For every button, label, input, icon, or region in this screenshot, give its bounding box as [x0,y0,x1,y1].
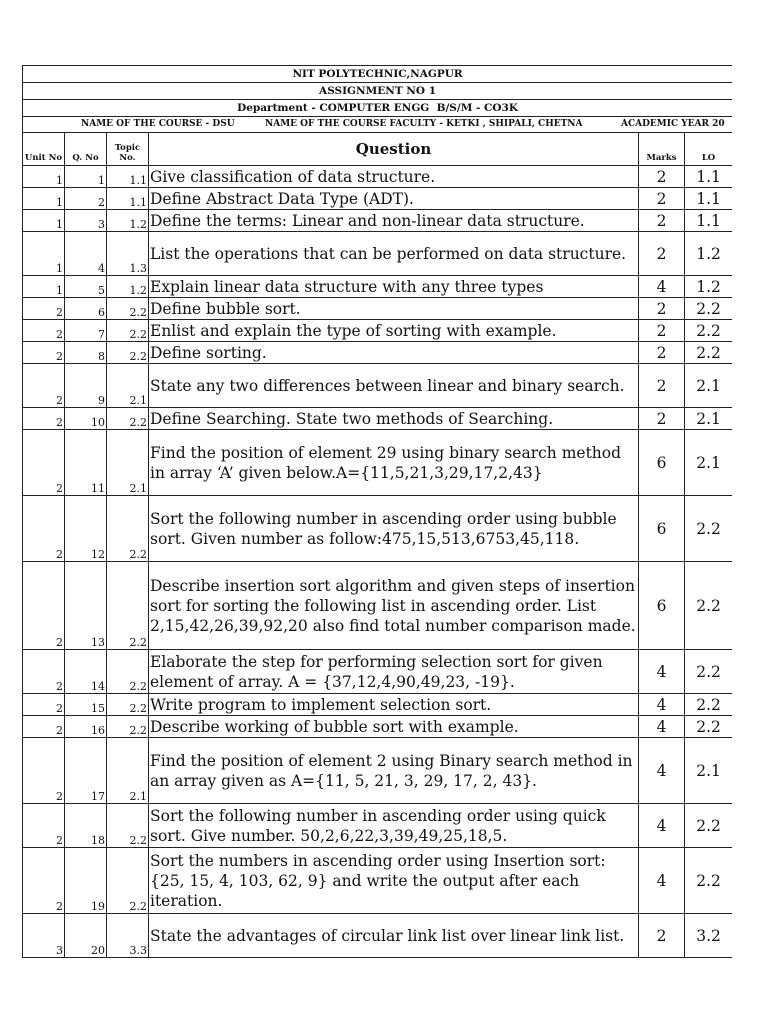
unit-number: 2 [23,716,65,738]
question-text: List the operations that can be performed on data structure. [149,232,639,276]
lo-value: 2.2 [685,562,733,650]
assignment-title: ASSIGNMENT NO 1 [23,83,733,100]
topic-number: 1.2 [107,210,149,232]
question-row [23,848,733,914]
marks-value: 4 [639,694,685,716]
question-row [23,716,733,738]
marks-value: 2 [639,342,685,364]
question-row [23,364,733,408]
marks-value: 2 [639,364,685,408]
question-number: 4 [65,232,107,276]
marks-value: 4 [639,738,685,804]
question-text: Describe working of bubble sort with example. [149,716,639,738]
lo-value: 1.1 [685,166,733,188]
question-number: 2 [65,188,107,210]
question-row [23,320,733,342]
question-number: 18 [65,804,107,848]
marks-value: 4 [639,804,685,848]
question-number: 14 [65,650,107,694]
topic-number: 2.2 [107,496,149,562]
question-number: 19 [65,848,107,914]
lo-value: 2.2 [685,298,733,320]
question-text: Describe insertion sort algorithm and given steps of insertion sort for sorting the following list in ascending order. List 2,15,42,26,39,92,20 also find total number comparison made. [149,562,639,650]
topic-number: 2.2 [107,408,149,430]
question-row [23,650,733,694]
question-row [23,562,733,650]
question-row [23,342,733,364]
question-row [23,694,733,716]
department-title: Department - COMPUTER ENGG B/S/M - CO3K [23,100,733,117]
marks-value: 2 [639,408,685,430]
question-number: 17 [65,738,107,804]
topic-number: 2.2 [107,342,149,364]
col-header-lo: LO [685,133,733,166]
question-row [23,210,733,232]
question-number: 5 [65,276,107,298]
question-number: 12 [65,496,107,562]
question-row [23,738,733,804]
question-row [23,496,733,562]
question-text: Find the position of element 29 using binary search method in array ‘A’ given below.A={11,5,21,3,29,17,2,43} [149,430,639,496]
question-number: 13 [65,562,107,650]
question-text: Find the position of element 2 using Binary search method in an array given as A={11, 5, 21, 3, 29, 17, 2, 43}. [149,738,639,804]
unit-number: 2 [23,848,65,914]
topic-number: 2.1 [107,364,149,408]
question-text: Write program to implement selection sort. [149,694,639,716]
lo-value: 2.2 [685,320,733,342]
topic-number: 2.1 [107,738,149,804]
lo-value: 2.2 [685,650,733,694]
question-number: 16 [65,716,107,738]
course-meta-row [23,117,733,133]
lo-value: 2.1 [685,364,733,408]
col-header-unit: Unit No [23,133,65,166]
question-number: 10 [65,408,107,430]
question-row [23,430,733,496]
unit-number: 2 [23,342,65,364]
marks-value: 4 [639,276,685,298]
question-row [23,276,733,298]
marks-value: 2 [639,232,685,276]
unit-number: 2 [23,320,65,342]
unit-number: 2 [23,408,65,430]
col-header-question: Question [149,133,639,166]
question-text: Give classification of data structure. [149,166,639,188]
question-row [23,188,733,210]
question-row [23,804,733,848]
unit-number: 2 [23,738,65,804]
unit-number: 2 [23,694,65,716]
institute-title: NIT POLYTECHNIC,NAGPUR [23,66,733,83]
lo-value: 2.2 [685,694,733,716]
topic-number: 2.1 [107,430,149,496]
marks-value: 6 [639,496,685,562]
unit-number: 3 [23,914,65,958]
topic-number: 2.2 [107,650,149,694]
unit-number: 2 [23,496,65,562]
question-text: Explain linear data structure with any three types [149,276,639,298]
lo-value: 2.2 [685,496,733,562]
marks-value: 2 [639,320,685,342]
question-number: 3 [65,210,107,232]
question-row [23,166,733,188]
unit-number: 1 [23,188,65,210]
topic-number: 1.1 [107,166,149,188]
lo-value: 1.1 [685,210,733,232]
lo-value: 2.2 [685,848,733,914]
topic-number: 2.2 [107,716,149,738]
question-number: 8 [65,342,107,364]
lo-value: 2.1 [685,738,733,804]
marks-value: 2 [639,166,685,188]
topic-number: 2.2 [107,298,149,320]
lo-value: 1.2 [685,276,733,298]
question-text: State the advantages of circular link list over linear link list. [149,914,639,958]
marks-value: 2 [639,210,685,232]
marks-value: 2 [639,914,685,958]
question-number: 9 [65,364,107,408]
assignment-table [22,65,732,958]
question-text: Define Searching. State two methods of Searching. [149,408,639,430]
assignment-sheet [22,65,732,958]
academic-year: ACADEMIC YEAR 20 [621,118,725,129]
marks-value: 2 [639,188,685,210]
unit-number: 1 [23,210,65,232]
question-row [23,232,733,276]
question-number: 20 [65,914,107,958]
topic-number: 2.2 [107,320,149,342]
topic-number: 2.2 [107,804,149,848]
marks-value: 6 [639,562,685,650]
col-header-marks: Marks [639,133,685,166]
topic-number: 1.3 [107,232,149,276]
lo-value: 1.1 [685,188,733,210]
marks-value: 2 [639,298,685,320]
lo-value: 2.2 [685,716,733,738]
unit-number: 1 [23,276,65,298]
col-header-topic: Topic No. [107,133,149,166]
question-number: 15 [65,694,107,716]
unit-number: 2 [23,804,65,848]
unit-number: 1 [23,232,65,276]
question-row [23,298,733,320]
lo-value: 2.1 [685,430,733,496]
marks-value: 6 [639,430,685,496]
unit-number: 2 [23,430,65,496]
question-text: Define bubble sort. [149,298,639,320]
unit-number: 2 [23,364,65,408]
topic-number: 2.2 [107,848,149,914]
lo-value: 2.2 [685,342,733,364]
question-text: Elaborate the step for performing selection sort for given element of array. A = {37,12,4,90,49,23, -19}. [149,650,639,694]
course-name: NAME OF THE COURSE - DSU [81,118,235,129]
marks-value: 4 [639,650,685,694]
lo-value: 2.1 [685,408,733,430]
question-row [23,408,733,430]
question-text: Define the terms: Linear and non-linear data structure. [149,210,639,232]
question-number: 6 [65,298,107,320]
question-text: State any two differences between linear and binary search. [149,364,639,408]
question-number: 7 [65,320,107,342]
question-text: Define Abstract Data Type (ADT). [149,188,639,210]
lo-value: 1.2 [685,232,733,276]
question-text: Sort the following number in ascending order using quick sort. Give number. 50,2,6,22,3,39,49,25,18,5. [149,804,639,848]
marks-value: 4 [639,716,685,738]
topic-number: 2.2 [107,694,149,716]
question-text: Sort the numbers in ascending order using Insertion sort: {25, 15, 4, 103, 62, 9} and write the output after each iteration. [149,848,639,914]
question-text: Define sorting. [149,342,639,364]
topic-number: 1.1 [107,188,149,210]
question-text: Enlist and explain the type of sorting with example. [149,320,639,342]
topic-number: 3.3 [107,914,149,958]
course-faculty: NAME OF THE COURSE FACULTY - KETKI , SHIPALI, CHETNA [265,118,583,129]
question-text: Sort the following number in ascending order using bubble sort. Given number as follow:475,15,513,6753,45,118. [149,496,639,562]
lo-value: 2.2 [685,804,733,848]
topic-number: 2.2 [107,562,149,650]
marks-value: 4 [639,848,685,914]
question-number: 11 [65,430,107,496]
unit-number: 2 [23,562,65,650]
unit-number: 2 [23,298,65,320]
topic-number: 1.2 [107,276,149,298]
unit-number: 2 [23,650,65,694]
question-number: 1 [65,166,107,188]
lo-value: 3.2 [685,914,733,958]
unit-number: 1 [23,166,65,188]
question-row [23,914,733,958]
col-header-qno: Q. No [65,133,107,166]
